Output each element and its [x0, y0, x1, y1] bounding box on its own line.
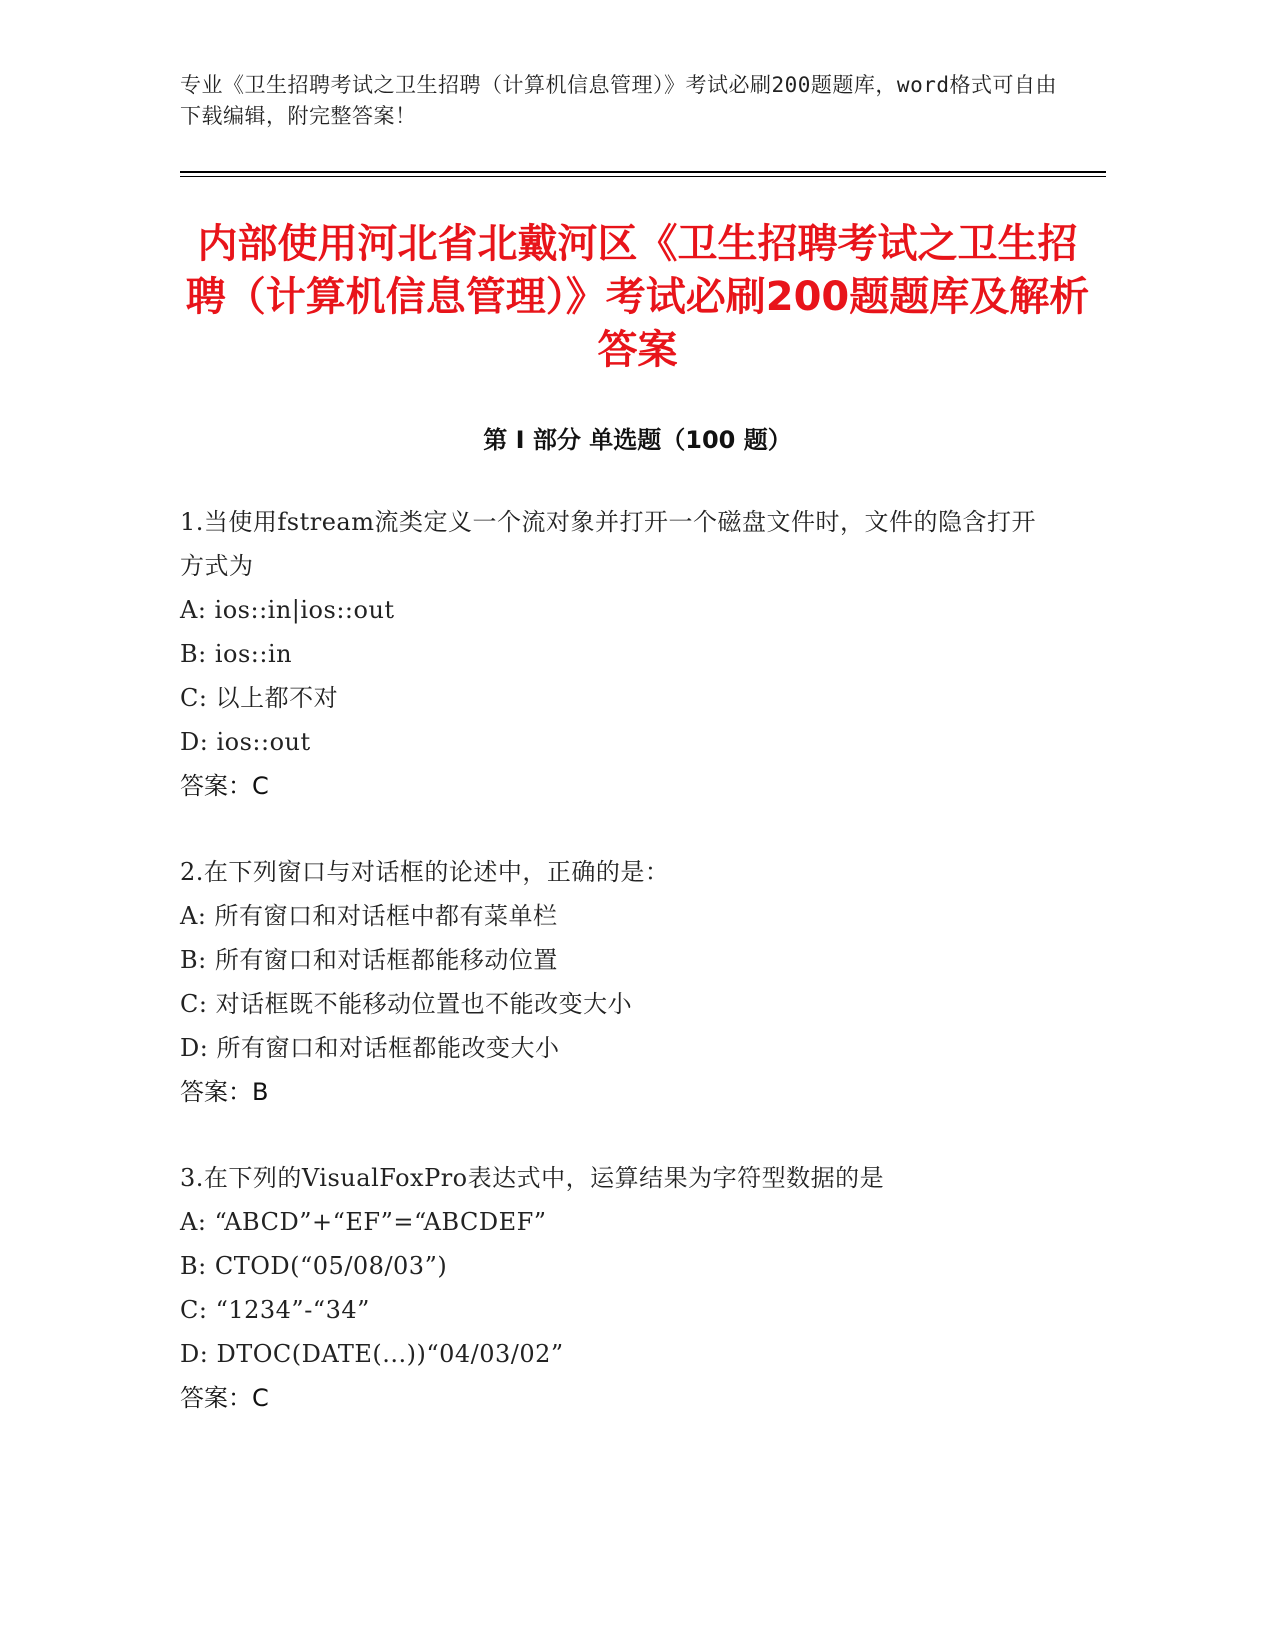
answer: 答案：C [180, 772, 269, 800]
header-rule-thin [180, 176, 1106, 177]
option-d: D: 所有窗口和对话框都能改变大小 [180, 1034, 560, 1062]
option-b: B: ios::in [180, 640, 293, 668]
option-a: A: ios::in|ios::out [180, 596, 395, 624]
answer: 答案：C [180, 1384, 269, 1412]
option-a: A: “ABCD”+“EF”=“ABCDEF” [180, 1208, 547, 1236]
section-title: 第 I 部分 单选题（100 题） [483, 426, 792, 454]
header-note: 专业《卫生招聘考试之卫生招聘（计算机信息管理）》考试必刷200题题库，word格式可自由下载编辑，附完整答案！ [180, 73, 1057, 128]
option-d: D: ios::out [180, 728, 311, 756]
answer: 答案：B [180, 1078, 269, 1106]
option-d: D: DTOC(DATE(...))“04/03/02” [180, 1340, 564, 1368]
question-3 [180, 1156, 1040, 1420]
question-stem: 3.在下列的VisualFoxPro表达式中，运算结果为字符型数据的是 [180, 1164, 885, 1192]
question-list [180, 500, 1040, 1462]
option-b: B: 所有窗口和对话框都能移动位置 [180, 946, 558, 974]
header-rule-thick [180, 171, 1106, 173]
option-c: C: “1234”-“34” [180, 1296, 370, 1324]
question-stem: 1.当使用fstream流类定义一个流对象并打开一个磁盘文件时，文件的隐含打开方式为 [180, 508, 1036, 580]
option-c: C: 对话框既不能移动位置也不能改变大小 [180, 990, 633, 1018]
option-a: A: 所有窗口和对话框中都有菜单栏 [180, 902, 558, 930]
option-b: B: CTOD(“05/08/03”) [180, 1252, 448, 1280]
option-c: C: 以上都不对 [180, 684, 339, 712]
document-title: 内部使用河北省北戴河区《卫生招聘考试之卫生招聘（计算机信息管理）》考试必刷200题题库及解析答案 [185, 221, 1090, 373]
question-2 [180, 850, 1040, 1114]
question-stem: 2.在下列窗口与对话框的论述中，正确的是： [180, 858, 670, 886]
question-1 [180, 500, 1040, 808]
